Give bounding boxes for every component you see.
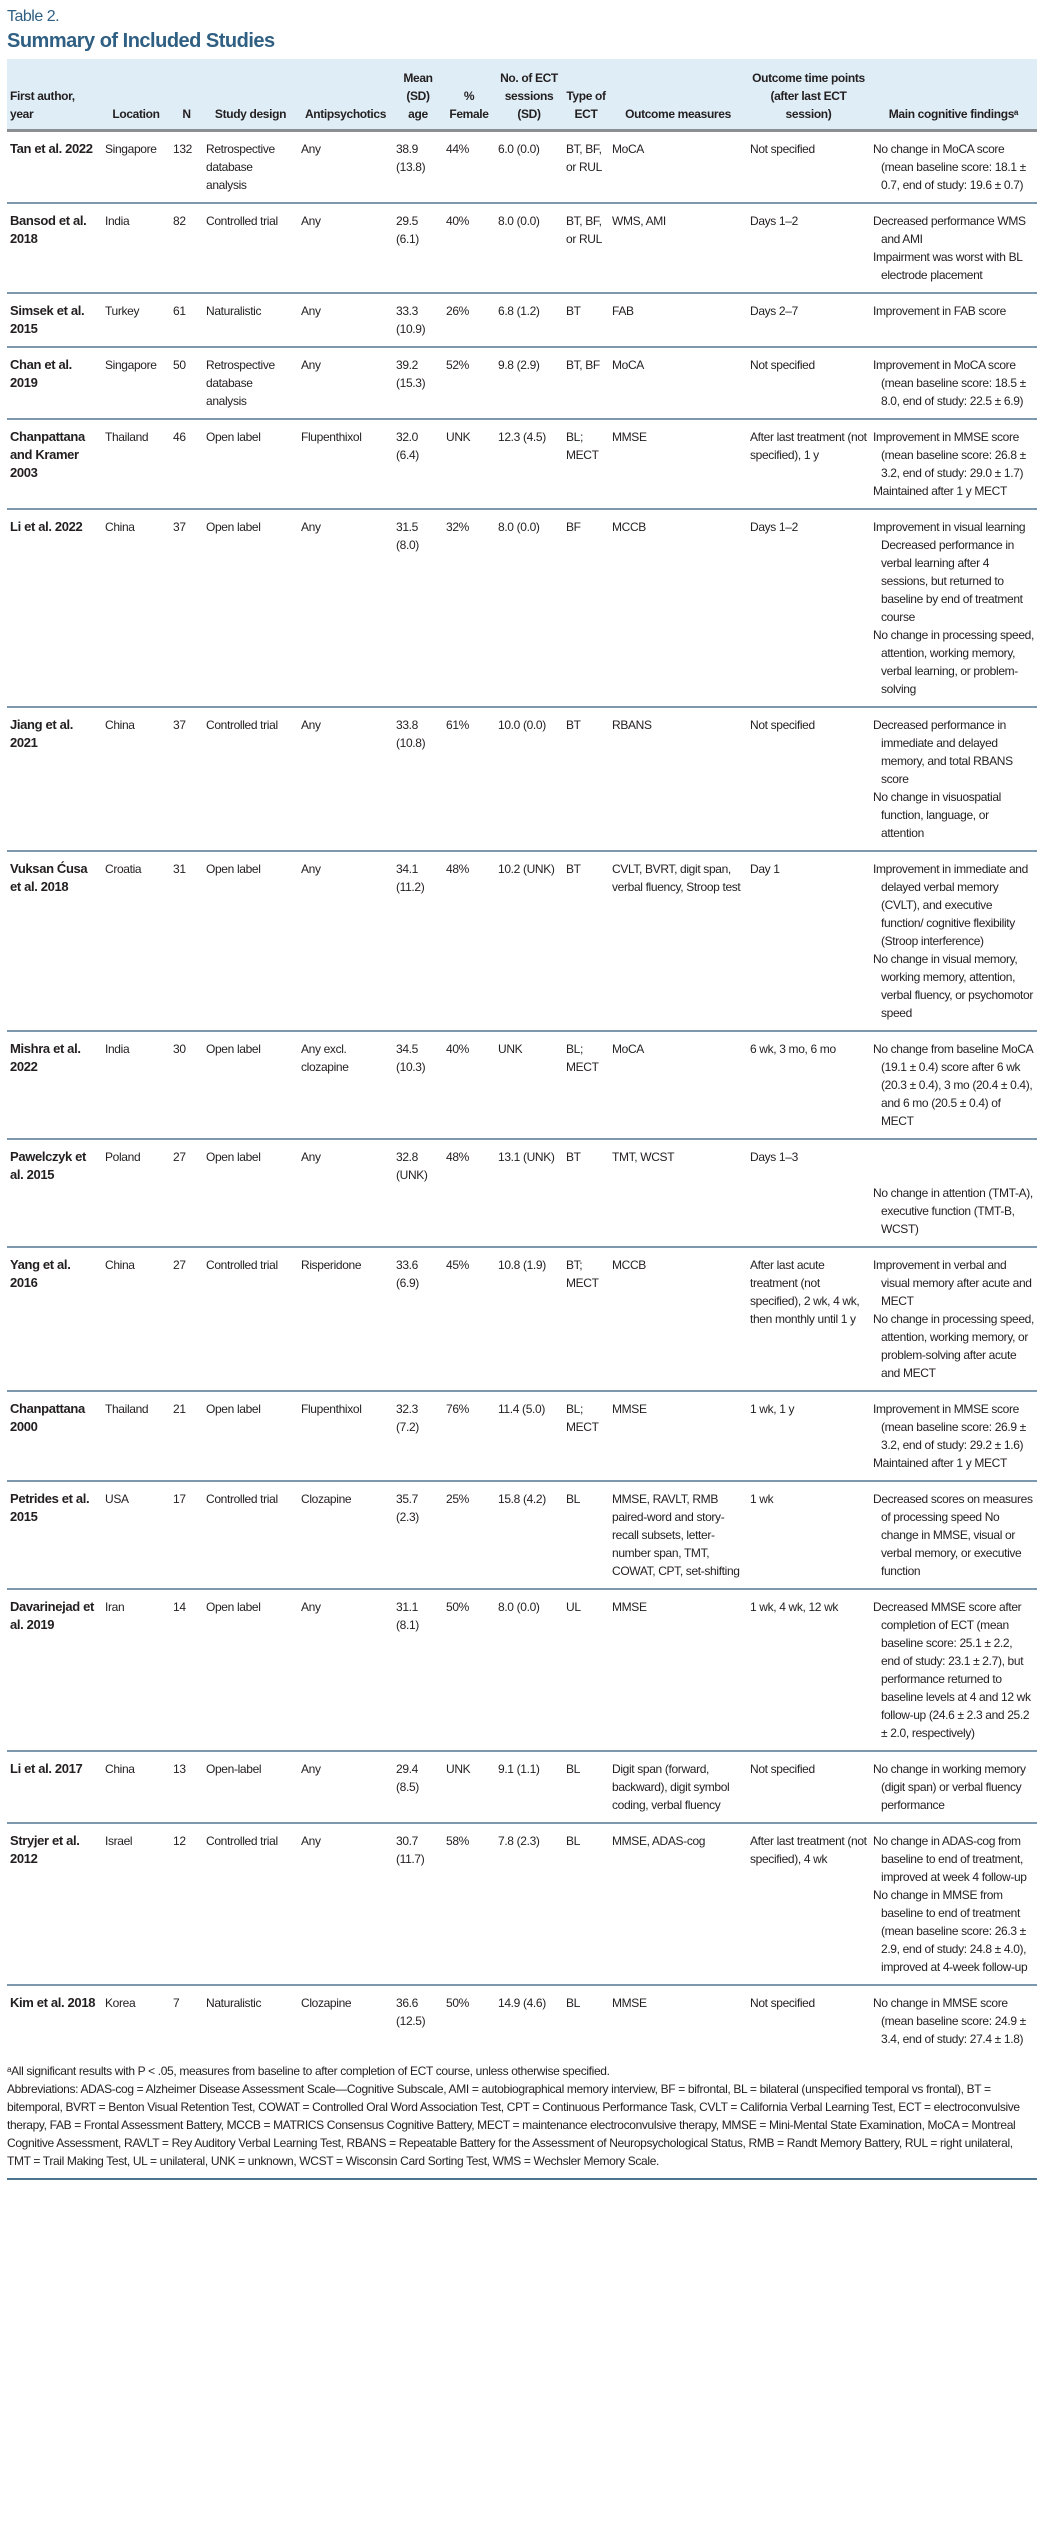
cell-type: BL; MECT [566, 1042, 599, 1074]
cell-design: Open label [206, 1600, 261, 1614]
table-row [7, 1823, 1037, 1985]
cell-author: Petrides et al. 2015 [10, 1491, 90, 1524]
finding-text: No change in attention (TMT-A), executive function (TMT-B, WCST) [873, 1186, 1033, 1236]
finding-text: No change in working memory (digit span) or verbal fluency performance [873, 1762, 1026, 1812]
cell-type: BL [566, 1834, 580, 1848]
cell-antipsychotics: Any [301, 862, 321, 876]
cell-type: BT [566, 304, 581, 318]
cell-author: Stryjer et al. 2012 [10, 1833, 80, 1866]
cell-measures: MMSE [612, 430, 647, 444]
cell-age: 30.7 (11.7) [396, 1834, 425, 1866]
cell-measures: CVLT, BVRT, digit span, verbal fluency, Stroop test [612, 862, 741, 894]
studies-table [7, 59, 1037, 2056]
cell-type: BL; MECT [566, 430, 599, 462]
finding-text: No change in ADAS-cog from baseline to end of treatment, improved at week 4 follow-up [873, 1834, 1027, 1884]
cell-female: 40% [446, 1042, 469, 1056]
cell-author: Vuksan Ćusa et al. 2018 [10, 861, 88, 894]
cell-type: BL [566, 1996, 580, 2010]
cell-design: Controlled trial [206, 718, 278, 732]
cell-type: BT, BF, or RUL [566, 214, 602, 246]
finding-text: No change in processing speed, attention, working memory, verbal learning, or problem-solving [873, 628, 1034, 696]
col-header-age: Mean (SD) age [393, 59, 443, 131]
cell-timepoints: Not specified [750, 1762, 815, 1776]
cell-type: UL [566, 1600, 581, 1614]
cell-author: Jiang et al. 2021 [10, 717, 73, 750]
col-header-n: N [170, 59, 203, 131]
cell-n: 27 [173, 1150, 186, 1164]
finding-text: No change in MMSE score (mean baseline score: 24.9 ± 3.4, end of study: 27.4 ± 1.8) [873, 1996, 1026, 2046]
cell-age: 33.6 (6.9) [396, 1258, 419, 1290]
cell-age: 33.8 (10.8) [396, 718, 426, 750]
table-row [7, 1751, 1037, 1823]
cell-n: 46 [173, 430, 186, 444]
finding-text: Improvement in MMSE score (mean baseline score: 26.9 ± 3.2, end of study: 29.2 ± 1.6) [873, 1402, 1026, 1452]
cell-timepoints: Not specified [750, 718, 815, 732]
cell-female: 45% [446, 1258, 469, 1272]
cell-sessions: 10.8 (1.9) [498, 1258, 546, 1272]
table-row [7, 1139, 1037, 1247]
cell-antipsychotics: Flupenthixol [301, 430, 362, 444]
cell-sessions: 8.0 (0.0) [498, 214, 540, 228]
cell-findings [870, 1031, 1037, 1139]
finding-text: No change in MoCA score (mean baseline score: 18.1 ± 0.7, end of study: 19.6 ± 0.7) [873, 142, 1026, 192]
cell-n: 31 [173, 862, 186, 876]
cell-measures: TMT, WCST [612, 1150, 675, 1164]
cell-findings [870, 347, 1037, 419]
cell-female: 50% [446, 1996, 469, 2010]
cell-age: 31.1 (8.1) [396, 1600, 419, 1632]
cell-age: 29.4 (8.5) [396, 1762, 419, 1794]
finding-text: Impairment was worst with BL electrode placement [873, 250, 1023, 282]
cell-timepoints: Not specified [750, 142, 815, 156]
cell-location: China [105, 718, 135, 732]
cell-location: Croatia [105, 862, 142, 876]
col-header-author: First author, year [7, 59, 102, 131]
table-row [7, 1985, 1037, 2056]
cell-age: 35.7 (2.3) [396, 1492, 419, 1524]
cell-female: 52% [446, 358, 469, 372]
cell-author: Chanpattana and Kramer 2003 [10, 429, 85, 480]
cell-antipsychotics: Risperidone [301, 1258, 362, 1272]
cell-age: 39.2 (15.3) [396, 358, 426, 390]
cell-author: Chanpattana 2000 [10, 1401, 85, 1434]
table-row [7, 1589, 1037, 1751]
cell-measures: MMSE, ADAS-cog [612, 1834, 706, 1848]
cell-findings [870, 1823, 1037, 1985]
cell-measures: MoCA [612, 142, 644, 156]
finding-text: No change in MMSE from baseline to end of treatment (mean baseline score: 26.3 ± 2.9, end of study: 24.8 ± 4.0), improved at 4-week follow-up [873, 1888, 1028, 1974]
col-header-antipsychotics: Antipsychotics [298, 59, 393, 131]
cell-findings [870, 1247, 1037, 1391]
cell-measures: MCCB [612, 520, 646, 534]
cell-female: 50% [446, 1600, 469, 1614]
cell-findings [870, 419, 1037, 509]
cell-sessions: 10.2 (UNK) [498, 862, 555, 876]
cell-design: Retrospective database analysis [206, 142, 275, 192]
cell-measures: MMSE [612, 1600, 647, 1614]
cell-design: Open label [206, 1150, 261, 1164]
cell-design: Open label [206, 1402, 261, 1416]
finding-text: Decreased performance in immediate and delayed memory, and total RBANS score [873, 718, 1013, 786]
cell-findings [870, 293, 1037, 347]
cell-antipsychotics: Flupenthixol [301, 1402, 362, 1416]
cell-type: BL; MECT [566, 1402, 599, 1434]
cell-findings [870, 1391, 1037, 1481]
cell-measures: Digit span (forward, backward), digit symbol coding, verbal fluency [612, 1762, 730, 1812]
cell-age: 32.0 (6.4) [396, 430, 419, 462]
cell-design: Open label [206, 520, 261, 534]
cell-sessions: 6.0 (0.0) [498, 142, 540, 156]
cell-female: 61% [446, 718, 469, 732]
cell-location: Thailand [105, 1402, 149, 1416]
cell-n: 37 [173, 718, 186, 732]
finding-text: No change in visuospatial function, language, or attention [873, 790, 1002, 840]
finding-text: Improvement in FAB score [873, 304, 1006, 318]
finding-text: Maintained after 1 y MECT [873, 1456, 1007, 1470]
cell-findings [870, 203, 1037, 293]
cell-n: 14 [173, 1600, 186, 1614]
cell-findings [870, 851, 1037, 1031]
cell-timepoints: Days 2–7 [750, 304, 798, 318]
finding-text: No change in visual memory, working memory, attention, verbal fluency, or psychomotor speed [873, 952, 1034, 1020]
finding-text: Maintained after 1 y MECT [873, 484, 1007, 498]
cell-findings [870, 131, 1037, 204]
table-row [7, 851, 1037, 1031]
cell-measures: MMSE, RAVLT, RMB paired-word and story-recall subsets, letter-number span, TMT, COWAT, CPT, set-shifting [612, 1492, 740, 1578]
cell-timepoints: Days 1–3 [750, 1150, 798, 1164]
cell-type: BF [566, 520, 581, 534]
finding-text: Improvement in MoCA score (mean baseline score: 18.5 ± 8.0, end of study: 22.5 ± 6.9) [873, 358, 1026, 408]
cell-location: Thailand [105, 430, 149, 444]
cell-type: BT [566, 1150, 581, 1164]
cell-female: 48% [446, 1150, 469, 1164]
cell-n: 50 [173, 358, 186, 372]
cell-timepoints: 1 wk [750, 1492, 774, 1506]
cell-findings [870, 1481, 1037, 1589]
table-row [7, 203, 1037, 293]
cell-design: Open label [206, 1042, 261, 1056]
cell-n: 37 [173, 520, 186, 534]
cell-female: 58% [446, 1834, 469, 1848]
cell-antipsychotics: Any [301, 1762, 321, 1776]
cell-n: 82 [173, 214, 186, 228]
table-row [7, 1247, 1037, 1391]
cell-timepoints: After last treatment (not specified), 1 y [750, 430, 867, 462]
cell-age: 34.1 (11.2) [396, 862, 425, 894]
cell-antipsychotics: Any [301, 1150, 321, 1164]
cell-findings [870, 1985, 1037, 2056]
cell-antipsychotics: Any [301, 1834, 321, 1848]
cell-location: China [105, 520, 135, 534]
cell-type: BT, BF, or RUL [566, 142, 602, 174]
cell-measures: MoCA [612, 1042, 644, 1056]
cell-age: 32.8 (UNK) [396, 1150, 428, 1182]
cell-sessions: 12.3 (4.5) [498, 430, 546, 444]
cell-type: BT [566, 718, 581, 732]
table-row [7, 293, 1037, 347]
cell-antipsychotics: Any excl. clozapine [301, 1042, 349, 1074]
footnote: ᵃAll significant results with P < .05, measures from baseline to after completion of ECT course, unless otherwise specified. [7, 2064, 610, 2078]
cell-measures: RBANS [612, 718, 652, 732]
cell-sessions: 9.1 (1.1) [498, 1762, 540, 1776]
cell-n: 30 [173, 1042, 186, 1056]
cell-findings [870, 509, 1037, 707]
table-row [7, 131, 1037, 204]
table-row [7, 1391, 1037, 1481]
cell-location: India [105, 1042, 130, 1056]
cell-timepoints: 1 wk, 4 wk, 12 wk [750, 1600, 839, 1614]
table-row [7, 347, 1037, 419]
finding-text: Decreased scores on measures of processing speed No change in MMSE, visual or verbal memory, or executive function [873, 1492, 1033, 1578]
cell-design: Controlled trial [206, 1834, 278, 1848]
cell-author: Li et al. 2022 [10, 519, 83, 534]
cell-measures: MCCB [612, 1258, 646, 1272]
cell-design: Retrospective database analysis [206, 358, 275, 408]
cell-antipsychotics: Any [301, 1600, 321, 1614]
finding-text: No change from baseline MoCA (19.1 ± 0.4) score after 6 wk (20.3 ± 0.4), 3 mo (20.4 ± 0.4), and 6 mo (20.5 ± 0.4) of MECT [873, 1042, 1033, 1128]
abbreviations: Abbreviations: ADAS-cog = Alzheimer Disease Assessment Scale—Cognitive Subscale, AMI = autobiographical memory interview, BF = bifrontal, BL = bilateral (unspecified temporal vs frontal), BT = bitemporal, BVRT = Benton Visual Retention Test, COWAT = Controlled Oral Word Association Test, CPT = Continuous Performance Task, CVLT = California Verbal Learning Test, ECT = electroconvulsive therapy, FAB = Frontal Assessment Battery, MCCB = MATRICS Consensus Cognitive Battery, MECT = maintenance electroconvulsive therapy, MMSE = Mini-Mental State Examination, MoCA = Montreal Cognitive Assessment, RAVLT = Rey Auditory Verbal Learning Test, RBANS = Repeatable Battery for the Assessment of Neuropsychological Status, RMB = Randt Memory Battery, RUL = right unilateral, TMT = Trail Making Test, UL = unilateral, UNK = unknown, WCST = Wisconsin Card Sorting Test, WMS = Wechsler Memory Scale. [7, 2082, 1020, 2168]
cell-measures: MoCA [612, 358, 644, 372]
cell-location: Poland [105, 1150, 141, 1164]
cell-timepoints: After last treatment (not specified), 4 wk [750, 1834, 867, 1866]
cell-age: 32.3 (7.2) [396, 1402, 419, 1434]
cell-antipsychotics: Any [301, 358, 321, 372]
cell-sessions: 10.0 (0.0) [498, 718, 546, 732]
cell-findings [870, 1139, 1037, 1247]
cell-author: Davarinejad et al. 2019 [10, 1599, 94, 1632]
cell-design: Open-label [206, 1762, 262, 1776]
cell-timepoints: After last acute treatment (not specified), 2 wk, 4 wk, then monthly until 1 y [750, 1258, 860, 1326]
cell-sessions: 14.9 (4.6) [498, 1996, 546, 2010]
cell-n: 17 [173, 1492, 186, 1506]
cell-findings [870, 1589, 1037, 1751]
cell-measures: MMSE [612, 1996, 647, 2010]
cell-type: BT, BF [566, 358, 600, 372]
col-header-findings: Main cognitive findingsᵃ [870, 59, 1037, 131]
table-row [7, 419, 1037, 509]
cell-author: Li et al. 2017 [10, 1761, 83, 1776]
cell-n: 12 [173, 1834, 186, 1848]
finding-text: Decreased performance WMS and AMI [873, 214, 1026, 246]
cell-design: Open label [206, 430, 261, 444]
cell-timepoints: 6 wk, 3 mo, 6 mo [750, 1042, 836, 1056]
cell-female: 76% [446, 1402, 469, 1416]
cell-author: Mishra et al. 2022 [10, 1041, 81, 1074]
cell-age: 31.5 (8.0) [396, 520, 419, 552]
table-row [7, 1031, 1037, 1139]
cell-sessions: 8.0 (0.0) [498, 1600, 540, 1614]
col-header-type: Type of ECT [563, 59, 609, 131]
cell-location: USA [105, 1492, 129, 1506]
table-row [7, 509, 1037, 707]
cell-n: 27 [173, 1258, 186, 1272]
col-header-timepoints: Outcome time points (after last ECT session) [747, 59, 870, 131]
cell-n: 21 [173, 1402, 186, 1416]
cell-sessions: 7.8 (2.3) [498, 1834, 540, 1848]
col-header-design: Study design [203, 59, 298, 131]
cell-design: Controlled trial [206, 214, 278, 228]
cell-timepoints: Day 1 [750, 862, 780, 876]
cell-n: 7 [173, 1996, 180, 2010]
cell-female: 44% [446, 142, 469, 156]
cell-antipsychotics: Clozapine [301, 1996, 352, 2010]
cell-female: 40% [446, 214, 469, 228]
cell-design: Controlled trial [206, 1258, 278, 1272]
cell-sessions: UNK [498, 1042, 523, 1056]
finding-text: No change in processing speed, attention, working memory, or problem-solving after acute and MECT [873, 1312, 1034, 1380]
finding-text: Improvement in MMSE score (mean baseline score: 26.8 ± 3.2, end of study: 29.0 ± 1.7) [873, 430, 1026, 480]
cell-type: BT [566, 862, 581, 876]
cell-author: Tan et al. 2022 [10, 141, 93, 156]
cell-antipsychotics: Clozapine [301, 1492, 352, 1506]
cell-location: Singapore [105, 142, 157, 156]
cell-timepoints: Days 1–2 [750, 520, 798, 534]
cell-author: Simsek et al. 2015 [10, 303, 85, 336]
cell-author: Kim et al. 2018 [10, 1995, 96, 2010]
cell-timepoints: 1 wk, 1 y [750, 1402, 795, 1416]
cell-author: Yang et al. 2016 [10, 1257, 71, 1290]
table-row [7, 707, 1037, 851]
table-footer [7, 2062, 1037, 2180]
cell-location: Korea [105, 1996, 136, 2010]
cell-sessions: 9.8 (2.9) [498, 358, 540, 372]
cell-location: Israel [105, 1834, 133, 1848]
cell-sessions: 8.0 (0.0) [498, 520, 540, 534]
cell-antipsychotics: Any [301, 142, 321, 156]
table-title: Summary of Included Studies [7, 30, 275, 52]
cell-timepoints: Days 1–2 [750, 214, 798, 228]
finding-text: Decreased MMSE score after completion of ECT (mean baseline score: 25.1 ± 2.2, end of study: 23.1 ± 2.7), but performance returned to baseline levels at 4 and 12 wk follow-up (24.6 ± 2.3 and 25.2 ± 2.0, respectively) [873, 1600, 1031, 1740]
cell-sessions: 13.1 (UNK) [498, 1150, 555, 1164]
cell-measures: FAB [612, 304, 634, 318]
cell-female: UNK [446, 430, 471, 444]
cell-sessions: 6.8 (1.2) [498, 304, 540, 318]
cell-timepoints: Not specified [750, 1996, 815, 2010]
cell-female: 26% [446, 304, 469, 318]
cell-antipsychotics: Any [301, 520, 321, 534]
cell-sessions: 15.8 (4.2) [498, 1492, 546, 1506]
col-header-sessions: No. of ECT sessions (SD) [495, 59, 563, 131]
table-row [7, 1481, 1037, 1589]
cell-antipsychotics: Any [301, 718, 321, 732]
cell-age: 29.5 (6.1) [396, 214, 419, 246]
header-row [7, 59, 1037, 131]
cell-n: 13 [173, 1762, 186, 1776]
cell-timepoints: Not specified [750, 358, 815, 372]
cell-female: 48% [446, 862, 469, 876]
finding-text: Improvement in immediate and delayed verbal memory (CVLT), and executive function/ cognitive flexibility (Stroop interference) [873, 862, 1028, 948]
cell-findings [870, 707, 1037, 851]
cell-type: BL [566, 1762, 580, 1776]
cell-type: BL [566, 1492, 580, 1506]
cell-n: 61 [173, 304, 186, 318]
cell-age: 38.9 (13.8) [396, 142, 426, 174]
cell-sessions: 11.4 (5.0) [498, 1402, 545, 1416]
cell-antipsychotics: Any [301, 304, 321, 318]
cell-type: BT; MECT [566, 1258, 599, 1290]
col-header-location: Location [102, 59, 170, 131]
cell-findings [870, 1751, 1037, 1823]
cell-location: China [105, 1762, 135, 1776]
cell-location: Turkey [105, 304, 140, 318]
cell-design: Naturalistic [206, 1996, 262, 2010]
finding-text: Improvement in visual learning Decreased performance in verbal learning after 4 sessions, but returned to baseline by end of treatment course [873, 520, 1026, 624]
cell-author: Chan et al. 2019 [10, 357, 72, 390]
table-body [7, 131, 1037, 2057]
cell-design: Controlled trial [206, 1492, 278, 1506]
cell-age: 34.5 (10.3) [396, 1042, 426, 1074]
finding-text: Improvement in verbal and visual memory after acute and MECT [873, 1258, 1032, 1308]
cell-age: 36.6 (12.5) [396, 1996, 426, 2028]
col-header-measures: Outcome measures [609, 59, 747, 131]
table-label: Table 2. [7, 8, 60, 25]
cell-location: India [105, 214, 130, 228]
cell-author: Pawelczyk et al. 2015 [10, 1149, 87, 1182]
col-header-female: % Female [443, 59, 495, 131]
cell-author: Bansod et al. 2018 [10, 213, 87, 246]
cell-location: China [105, 1258, 135, 1272]
cell-antipsychotics: Any [301, 214, 321, 228]
cell-n: 132 [173, 142, 192, 156]
cell-female: 25% [446, 1492, 469, 1506]
cell-measures: MMSE [612, 1402, 647, 1416]
cell-location: Singapore [105, 358, 157, 372]
cell-age: 33.3 (10.9) [396, 304, 426, 336]
cell-measures: WMS, AMI [612, 214, 666, 228]
cell-design: Naturalistic [206, 304, 262, 318]
cell-location: Iran [105, 1600, 125, 1614]
cell-design: Open label [206, 862, 261, 876]
cell-female: 32% [446, 520, 469, 534]
cell-female: UNK [446, 1762, 471, 1776]
